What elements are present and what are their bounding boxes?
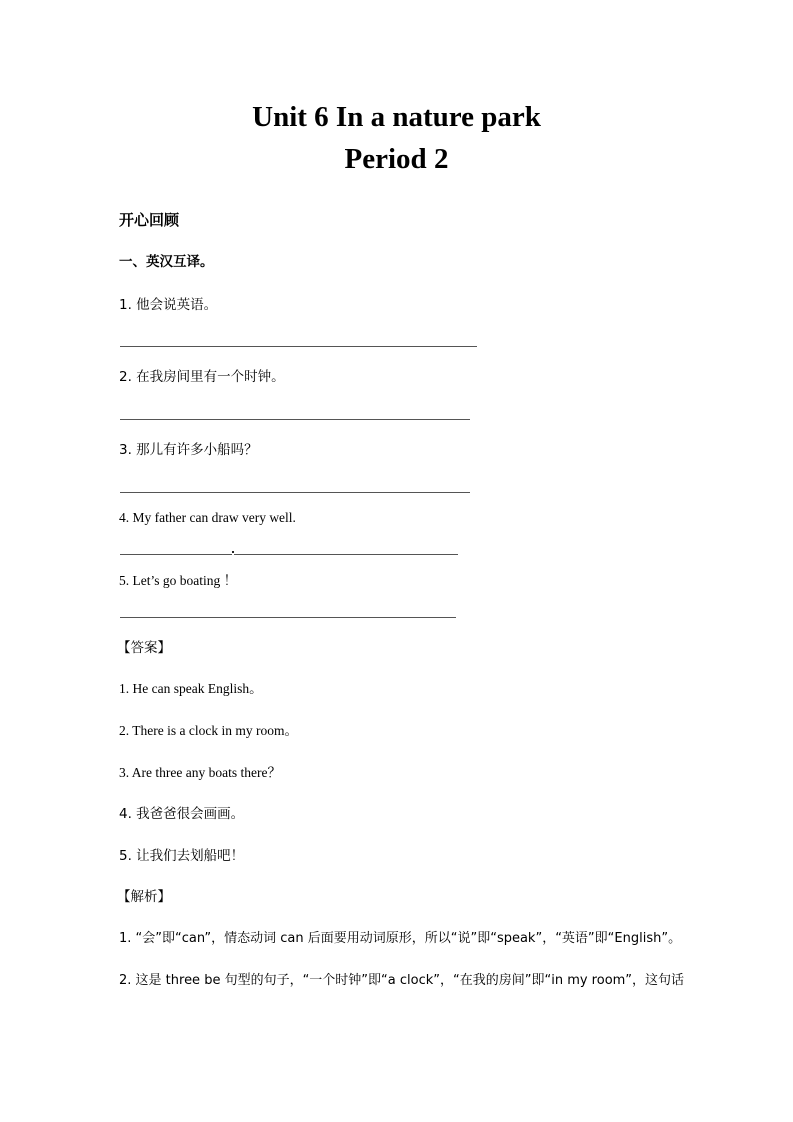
period-mark	[232, 551, 234, 553]
answer-heading: 【答案】	[117, 640, 171, 656]
analysis-heading: 【解析】	[117, 889, 171, 905]
exercise-heading: 一、英汉互译。	[119, 254, 214, 270]
answer-2: 2. There is a clock in my room。	[119, 723, 298, 738]
answer-blank-3[interactable]	[120, 492, 470, 493]
answer-blank-1[interactable]	[120, 346, 477, 347]
document-title: Unit 6 In a nature park	[252, 101, 541, 133]
analysis-2: 2. 这是 three be 句型的句子，“一个时钟”即“a clock”，“在我的房间”即“in my room”，这句话	[119, 973, 685, 988]
question-2: 2. 在我房间里有一个时钟。	[119, 369, 285, 385]
answer-3: 3. Are three any boats there？	[119, 765, 281, 780]
answer-4: 4. 我爸爸很会画画。	[119, 806, 245, 822]
answer-blank-4b[interactable]	[234, 554, 458, 555]
question-4: 4. My father can draw very well.	[119, 510, 296, 525]
question-5: 5. Let’s go boating ！	[119, 573, 238, 588]
answer-5: 5. 让我们去划船吧！	[119, 848, 245, 864]
question-1: 1. 他会说英语。	[119, 297, 218, 313]
analysis-1: 1. “会”即“can”，情态动词 can 后面要用动词原形，所以“说”即“speak”，“英语”即“English”。	[119, 931, 682, 946]
answer-blank-2[interactable]	[120, 419, 470, 420]
answer-blank-4a[interactable]	[120, 554, 232, 555]
question-3: 3. 那儿有许多小船吗？	[119, 442, 258, 458]
answer-blank-5[interactable]	[120, 617, 456, 618]
answer-1: 1. He can speak English。	[119, 681, 263, 696]
document-subtitle: Period 2	[344, 143, 449, 175]
section-heading: 开心回顾	[119, 211, 180, 229]
